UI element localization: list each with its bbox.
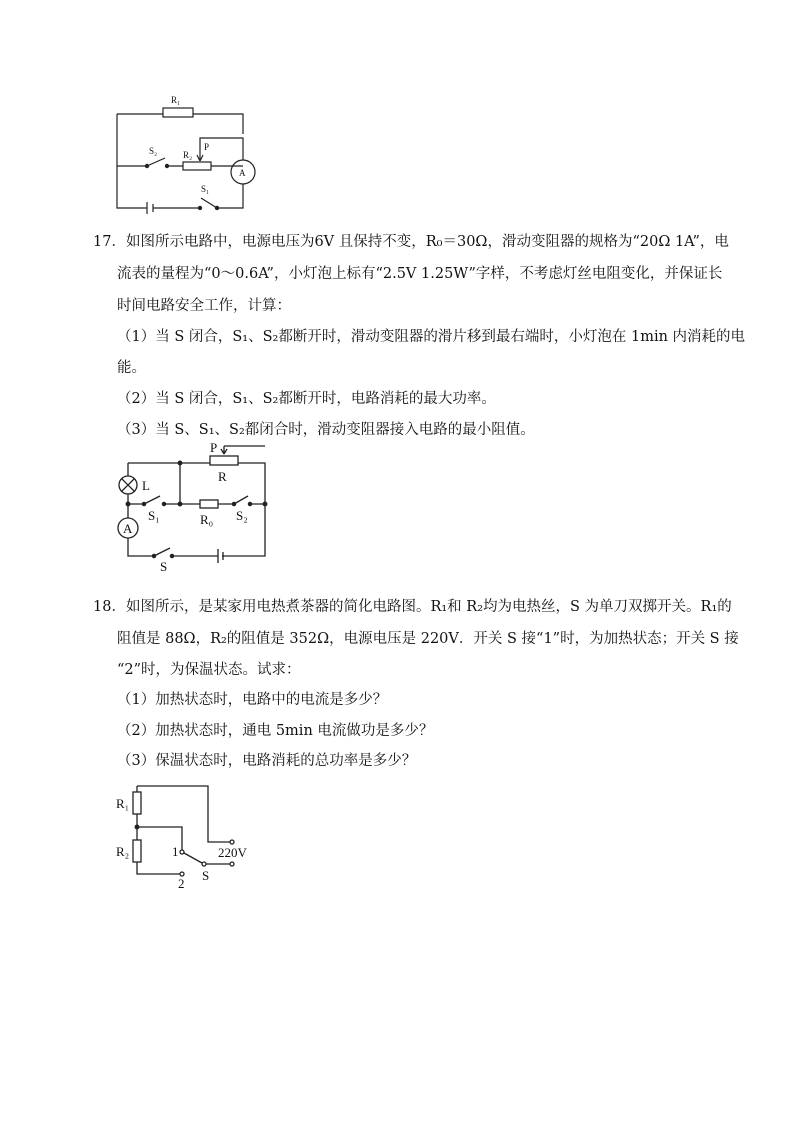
q18-sub-1: （1）加热状态时，电路中的电流是多少？ xyxy=(117,692,388,708)
label-r1: R₁ xyxy=(116,796,130,811)
q18-line-3: “2”时，为保温状态。试求： xyxy=(117,662,301,678)
circuit-diagram-q16 xyxy=(105,88,265,216)
q18-sub-2: （2）加热状态时，通电 5min 电流做功是多少？ xyxy=(117,723,434,739)
q17-sub-1-cont: 能。 xyxy=(117,360,146,376)
label-p: P xyxy=(210,440,218,455)
label-s: S xyxy=(160,559,168,573)
label-r0: R₀ xyxy=(200,512,214,527)
label-r: R xyxy=(218,469,227,484)
ammeter-label: A xyxy=(239,168,246,178)
label-s2: S₂ xyxy=(236,508,248,523)
q17-sub-1: （1）当 S 闭合，S₁、S₂都断开时，滑动变阻器的滑片移到最右端时，小灯泡在 1min 内消耗的电 xyxy=(117,329,746,345)
ammeter-label: A xyxy=(123,521,133,536)
voltage-label: 220V xyxy=(218,845,247,860)
q18-sub-3: （3）保温状态时，电路消耗的总功率是多少？ xyxy=(117,753,417,769)
label-r2: R₂ xyxy=(183,150,193,160)
q18-line-2: 阻值是 88Ω，R₂的阻值是 352Ω，电源电压是 220V．开关 S 接“1”时，为加热状态；开关 S 接 xyxy=(117,631,739,647)
circuit-diagram-q18 xyxy=(112,778,257,893)
label-r1: R₁ xyxy=(171,95,181,105)
label-r2: R₂ xyxy=(116,844,130,859)
q17-line-2: 流表的量程为“0～0.6A”，小灯泡上标有“2.5V 1.25W”字样，不考虑灯丝电阻变化，并保证长 xyxy=(117,266,723,282)
label-s2: S₂ xyxy=(149,146,158,156)
q17-sub-3: （3）当 S、S₁、S₂都闭合时，滑动变阻器接入电路的最小阻值。 xyxy=(117,422,535,438)
q17-line-3: 时间电路安全工作，计算： xyxy=(117,298,291,314)
label-s1: S₁ xyxy=(148,508,160,523)
label-s: S xyxy=(202,868,210,883)
label-p: P xyxy=(204,142,210,152)
q18-line-1: 18．如图所示，是某家用电热煮茶器的简化电路图。R₁和 R₂均为电热丝，S 为单刀双掷开关。R₁的 xyxy=(93,599,732,615)
lamp-label: L xyxy=(142,478,150,493)
terminal-1-label: 1 xyxy=(172,844,179,859)
q17-line-1: 17．如图所示电路中，电源电压为6V 且保持不变，R₀＝30Ω，滑动变阻器的规格为“20Ω 1A”，电 xyxy=(93,234,729,250)
q17-sub-2: （2）当 S 闭合，S₁、S₂都断开时，电路消耗的最大功率。 xyxy=(117,391,496,407)
terminal-2-label: 2 xyxy=(178,876,185,891)
label-s1: S₁ xyxy=(201,184,210,194)
circuit-diagram-q17 xyxy=(110,438,275,573)
